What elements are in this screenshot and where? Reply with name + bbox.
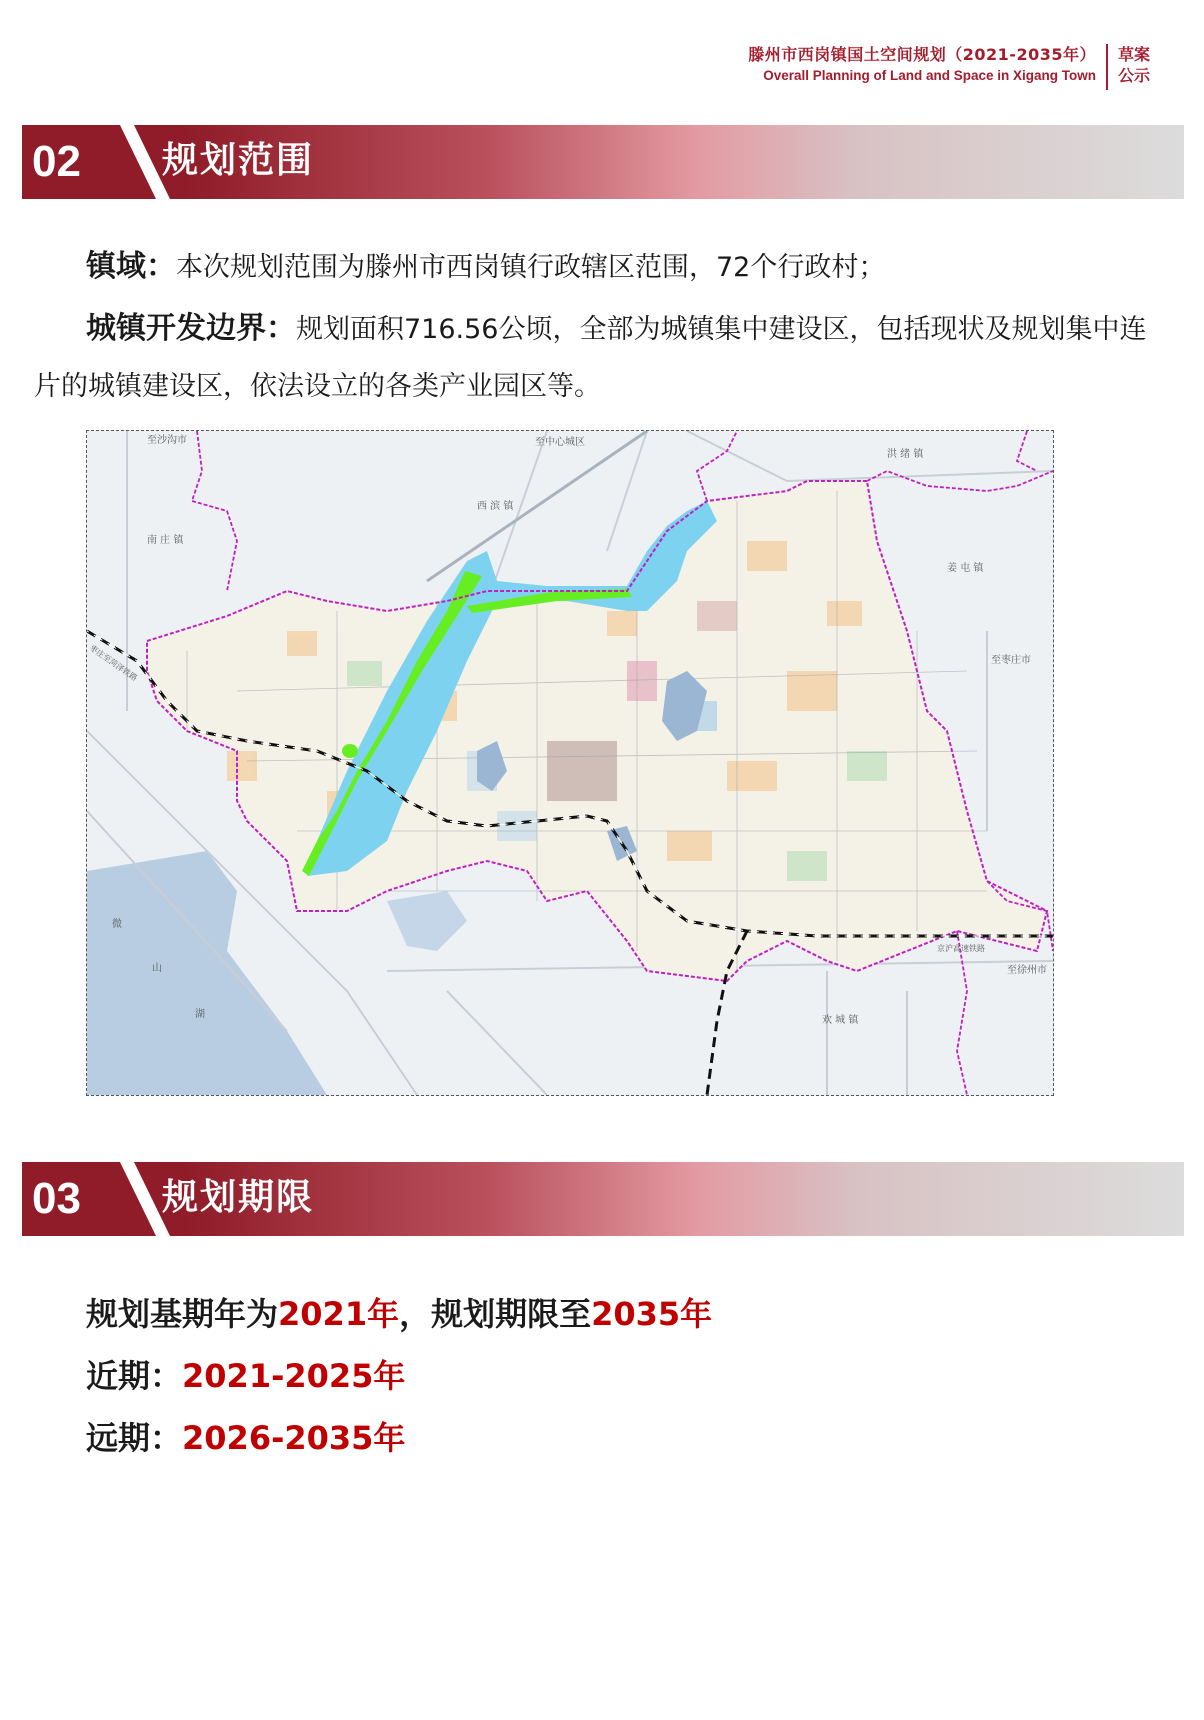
section-03-header [22,1162,1184,1236]
base-year-line [86,1294,712,1334]
map-label-to-xuzhou: 至徐州市 [1007,965,1047,976]
planning-scope-map [86,430,1054,1096]
long-term-value: 2026-2035年 [182,1419,406,1457]
map-label-rail: 京沪高速铁路 [937,944,985,953]
map-label-north-west: 至沙沟市 [147,435,187,446]
map-label-bottom-town: 欢 城 镇 [822,1015,859,1026]
map-label-lake-b: 山 [152,963,162,974]
header-status [1118,44,1150,86]
map-label-right-town: 姜 屯 镇 [947,563,984,574]
map-label-rail-left: 枣庄至菏泽铁路 [87,643,139,683]
map-label-to-zaozhuang: 至枣庄市 [991,655,1031,666]
base-year-mid: ，规划期限至 [399,1295,592,1333]
status-line-2: 公示 [1117,66,1150,85]
header-title-cn: 滕州市西岗镇国土空间规划（2021-2035年） [748,45,1096,64]
section-title: 规划期限 [162,1177,315,1218]
boundary-text: 规划面积716.56公顷，全部为城镇集中建设区，包括现状及规划集中连片的城镇建设区，依法设立的各类产业园区等。 [34,314,1147,402]
header-divider [1106,44,1108,90]
section-02-header [22,125,1184,199]
map-label-lake-c: 湖 [195,1009,205,1020]
map-label-center-city: 至中心城区 [535,437,585,448]
section-number: 02 [32,137,81,186]
boundary-paragraph [34,300,1154,415]
map-label-left-town: 南 庄 镇 [147,535,184,546]
base-year-value: 2021年 [278,1295,400,1333]
near-term-label: 近期： [86,1357,183,1395]
long-term-line [86,1418,405,1458]
map-label-top-center: 西 滨 镇 [477,501,514,512]
town-label: 镇域： [86,249,176,284]
section-number: 03 [32,1174,81,1223]
status-line-1: 草案 [1117,45,1150,64]
near-term-value: 2021-2025年 [182,1357,406,1395]
document-header [748,44,1150,90]
map-label-top-right: 洪 绪 镇 [887,449,924,460]
end-year-value: 2035年 [591,1295,713,1333]
boundary-label: 城镇开发边界： [86,311,296,346]
long-term-label: 远期： [86,1419,183,1457]
header-title-en: Overall Planning of Land and Space in Xigang Town [763,68,1096,83]
section-title: 规划范围 [162,140,315,181]
near-term-line [86,1356,405,1396]
map-graphic [87,431,1053,1095]
map-label-lake-a: 微 [112,919,122,930]
town-text: 本次规划范围为滕州市西岗镇行政辖区范围，72个行政村； [176,252,886,283]
town-scope-paragraph [34,238,1154,296]
base-year-prefix: 规划基期年为 [86,1295,279,1333]
header-titles [748,44,1096,86]
